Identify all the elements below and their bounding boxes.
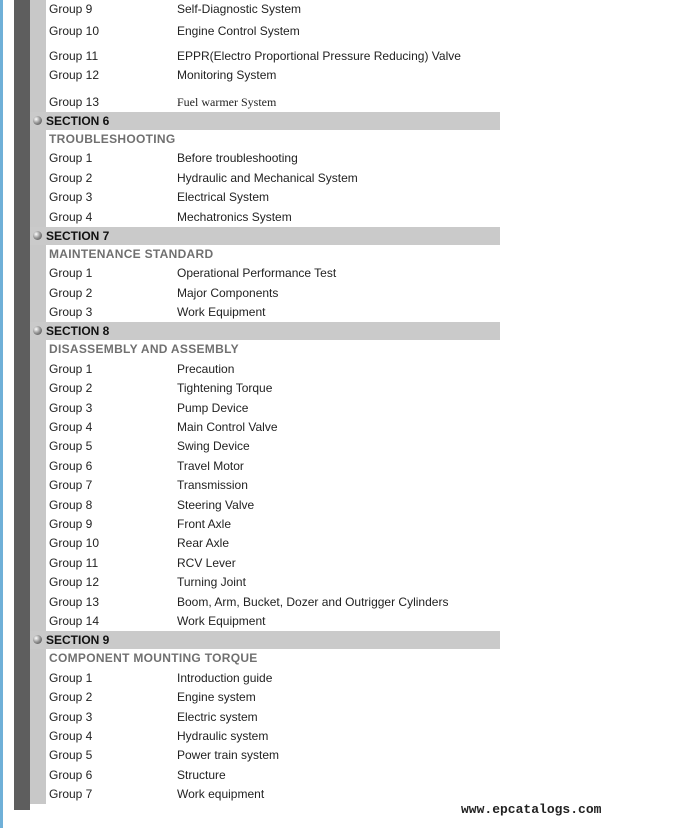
group-title[interactable]: Precaution [177,361,235,376]
group-title[interactable]: Structure [177,767,226,782]
section-label: SECTION 8 [46,324,110,339]
toc-row[interactable] [30,515,500,534]
group-label: Group 11 [49,48,99,63]
group-label: Group 2 [49,170,93,185]
group-label: Group 2 [49,381,93,396]
group-label: Group 6 [49,458,93,473]
section-title: MAINTENANCE STANDARD [30,245,500,264]
table-of-contents [30,0,500,804]
toc-row[interactable] [30,669,500,688]
section-header[interactable] [30,112,500,130]
bullet-icon [33,326,42,335]
toc-row[interactable] [30,188,500,207]
group-title[interactable]: Engine system [177,690,256,705]
watermark: www.epcatalogs.com [461,802,602,817]
toc-row[interactable] [30,437,500,456]
group-label: Group 2 [49,690,93,705]
group-title[interactable]: Work Equipment [177,613,266,628]
group-label: Group 2 [49,285,93,300]
group-label: Group 3 [49,709,93,724]
section-header[interactable] [30,631,500,649]
group-label: Group 3 [49,305,93,320]
toc-row[interactable] [30,593,500,612]
bullet-icon [33,231,42,240]
group-title[interactable]: Rear Axle [177,536,230,551]
toc-row[interactable] [30,360,500,379]
bullet-icon [33,635,42,644]
toc-row[interactable] [30,554,500,573]
group-title[interactable]: RCV Lever [177,555,236,570]
group-title[interactable]: Swing Device [177,439,250,454]
group-label: Group 1 [49,151,93,166]
section-label: SECTION 6 [46,113,110,128]
group-label: Group 3 [49,190,93,205]
group-label: Group 1 [49,361,93,376]
group-label: Group 5 [49,748,93,763]
toc-row[interactable] [30,418,500,437]
group-title[interactable]: Work Equipment [177,305,266,320]
group-label: Group 12 [49,575,100,590]
group-label: Group 13 [49,594,100,609]
group-title[interactable]: Electrical System [177,190,270,205]
group-label: Group 13 [49,94,100,109]
group-title[interactable]: Hydraulic and Mechanical System [177,170,358,185]
toc-row[interactable] [30,66,500,85]
toc-row[interactable] [30,457,500,476]
group-title[interactable]: Electric system [177,709,258,724]
toc-row[interactable] [30,149,500,168]
group-title[interactable]: Work equipment [177,787,265,802]
toc-row[interactable] [30,688,500,707]
group-title[interactable]: Self-Diagnostic System [177,2,302,16]
toc-row[interactable] [30,534,500,553]
group-title[interactable]: Main Control Valve [177,420,278,435]
section-title: COMPONENT MOUNTING TORQUE [30,649,500,668]
group-title[interactable]: Travel Motor [177,458,244,473]
group-title[interactable]: Turning Joint [177,575,246,590]
group-title[interactable]: Monitoring System [177,68,277,83]
group-label: Group 6 [49,767,93,782]
group-label: Group 9 [49,516,93,531]
group-title[interactable]: Pump Device [177,400,249,415]
group-label: Group 1 [49,670,93,685]
toc-row[interactable] [30,476,500,495]
group-title[interactable]: Power train system [177,748,280,763]
toc-row[interactable] [30,264,500,283]
section-header[interactable] [30,227,500,245]
group-label: Group 5 [49,439,93,454]
group-label: Group 7 [49,478,93,493]
group-title[interactable]: Mechatronics System [177,209,292,224]
toc-row[interactable] [30,303,500,322]
left-dark-bar [14,0,30,810]
toc-row[interactable] [30,47,500,66]
group-label: Group 14 [49,613,100,628]
group-label: Group 7 [49,787,93,802]
group-title[interactable]: Introduction guide [177,670,273,685]
group-title[interactable]: Steering Valve [177,497,255,512]
toc-row[interactable] [30,22,500,41]
group-label: Group 11 [49,555,99,570]
group-label: Group 3 [49,400,93,415]
group-label: Group 10 [49,536,100,551]
section-label: SECTION 7 [46,228,110,243]
group-label: Group 10 [49,24,100,39]
group-title[interactable]: Before troubleshooting [177,151,298,166]
toc-row[interactable] [30,169,500,188]
bullet-icon [33,116,42,125]
group-title[interactable]: Hydraulic system [177,728,269,743]
group-label: Group 4 [49,420,93,435]
section-title: DISASSEMBLY AND ASSEMBLY [30,340,500,359]
toc-row[interactable] [30,284,500,303]
toc-row[interactable] [30,708,500,727]
toc-row[interactable] [30,208,500,227]
toc-row[interactable] [30,93,500,112]
section-header[interactable] [30,322,500,340]
row-spacer [30,86,500,93]
toc-row[interactable] [30,496,500,515]
toc-row[interactable] [30,766,500,785]
group-title[interactable]: Major Components [177,285,279,300]
toc-row[interactable] [30,785,500,804]
toc-row[interactable] [30,379,500,398]
toc-row[interactable] [30,612,500,631]
group-label: Group 8 [49,497,93,512]
section-title: TROUBLESHOOTING [30,130,500,149]
toc-row[interactable] [30,399,500,418]
group-title[interactable]: EPPR(Electro Proportional Pressure Reducing) Valve [177,48,461,63]
group-title[interactable]: Boom, Arm, Bucket, Dozer and Outrigger Cylinders [177,594,449,609]
group-label: Group 4 [49,209,93,224]
group-title[interactable]: Engine Control System [177,24,300,39]
group-title[interactable]: Tightening Torque [177,381,273,396]
toc-row[interactable] [30,727,500,746]
left-blue-border [0,0,3,828]
group-label: Group 1 [49,266,93,281]
group-title[interactable]: Front Axle [177,516,232,531]
group-label: Group 4 [49,728,93,743]
toc-row[interactable] [30,573,500,592]
group-label: Group 9 [49,2,93,16]
group-title[interactable]: Transmission [177,478,248,493]
group-title[interactable]: Fuel warmer System [177,94,277,109]
toc-row[interactable] [30,746,500,765]
group-title[interactable]: Operational Performance Test [177,266,337,281]
toc-row[interactable] [30,0,500,19]
section-label: SECTION 9 [46,633,110,648]
group-label: Group 12 [49,68,100,83]
